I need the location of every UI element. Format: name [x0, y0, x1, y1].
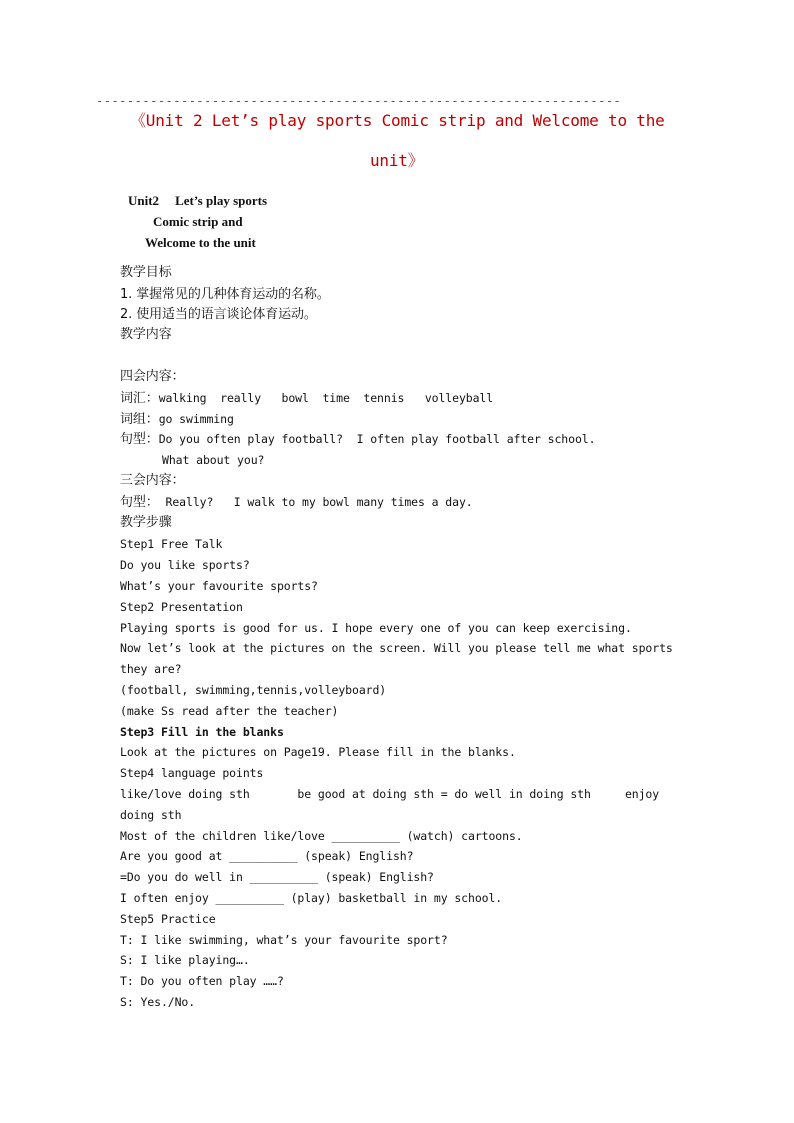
text-line: (football, swimming,tennis,volleyboard) [120, 683, 387, 697]
dialogue-line: S: I like playing…. [120, 953, 250, 967]
text-line: like/love doing sth be good at doing sth = do well in doing sth enjoy [120, 787, 660, 801]
unit-heading [128, 193, 267, 209]
steps-label: 教学步骤 [120, 515, 172, 530]
text-line: Do you like sports? [120, 558, 250, 572]
text-line: Now let’s look at the pictures on the screen. Will you please tell me what sports [120, 641, 673, 655]
step-heading: Step1 Free Talk [120, 537, 223, 551]
vocab-list: walking really bowl time tennis volleyball [158, 391, 494, 405]
document-title-line2: unit》 [370, 151, 424, 170]
content-label: 教学内容 [120, 327, 172, 342]
dialogue-line: S: Yes./No. [120, 995, 196, 1009]
objective-item: 1. 掌握常见的几种体育运动的名称。 [120, 287, 330, 302]
three-skills-sentence: Really? I walk to my bowl many times a day. [158, 495, 473, 509]
unit-number: Unit2 [128, 193, 160, 208]
exercise-line: =Do you do well in __________ (speak) English? [120, 870, 434, 884]
three-skills-sentence-label: 句型： [120, 495, 159, 510]
document-title-line1: 《Unit 2 Let’s play sports Comic strip and Welcome to the [130, 111, 665, 130]
unit-subheading-1: Comic strip and [153, 214, 243, 229]
dialogue-line: T: I like swimming, what’s your favourite sport? [120, 933, 448, 947]
sentence-text: Do you often play football? I often play football after school. [158, 432, 596, 446]
step-heading: Step3 Fill in the blanks [120, 725, 284, 739]
three-skills-sentence-row [120, 493, 473, 512]
vocab-row [120, 389, 493, 408]
text-line: (make Ss read after the teacher) [120, 704, 339, 718]
text-line: Playing sports is good for us. I hope every one of you can keep exercising. [120, 621, 632, 635]
phrase-label: 词组： [120, 412, 159, 427]
text-line: What’s your favourite sports? [120, 579, 318, 593]
phrase-text: go swimming [158, 412, 234, 426]
header-divider: -------------------------------------------------------------------- [96, 94, 622, 108]
sentence-label: 句型： [120, 432, 159, 447]
vocab-label: 词汇： [120, 391, 159, 406]
objectives-label: 教学目标 [120, 265, 172, 280]
objective-item: 2. 使用适当的语言谈论体育运动。 [120, 307, 317, 322]
unit-subheading-2: Welcome to the unit [145, 235, 256, 250]
unit-title: Let’s play sports [175, 193, 268, 208]
three-skills-label: 三会内容： [120, 473, 185, 488]
step-heading: Step2 Presentation [120, 600, 243, 614]
phrase-row [120, 410, 234, 429]
dialogue-line: T: Do you often play ……? [120, 974, 284, 988]
text-line: doing sth [120, 808, 182, 822]
exercise-line: I often enjoy __________ (play) basketball in my school. [120, 891, 503, 905]
sentence-text-2: What about you? [162, 453, 265, 467]
sentence-row [120, 430, 595, 449]
step-heading: Step4 language points [120, 766, 264, 780]
exercise-line: Are you good at __________ (speak) English? [120, 849, 414, 863]
text-line: they are? [120, 662, 182, 676]
text-line: Look at the pictures on Page19. Please fill in the blanks. [120, 745, 516, 759]
exercise-line: Most of the children like/love __________ (watch) cartoons. [120, 829, 523, 843]
step-heading: Step5 Practice [120, 912, 216, 926]
four-skills-label: 四会内容： [120, 369, 185, 384]
